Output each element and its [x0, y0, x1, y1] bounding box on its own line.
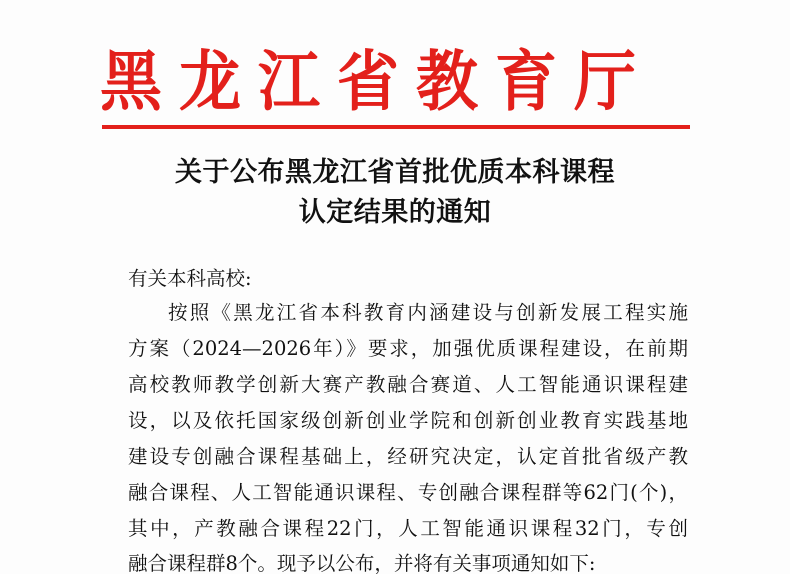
letterhead-title: 黑龙江省教育厅 [100, 43, 654, 120]
body-line-6: 融合课程、人工智能通识课程、专创融合课程群等62门(个)， [128, 481, 688, 504]
salutation: 有关本科高校: [128, 267, 252, 290]
body-line-4: 设，以及依托国家级创新创业学院和创新创业教育实践基地 [128, 409, 688, 432]
body-line-7: 其中，产教融合课程22门，人工智能通识课程32门，专创 [128, 517, 688, 540]
notice-title-line-1: 关于公布黑龙江省首批优质本科课程 [175, 157, 615, 188]
notice-title-line-2: 认定结果的通知 [298, 197, 492, 228]
body-line-8: 融合课程群8个。现予以公布，并将有关事项通知如下: [128, 552, 596, 574]
body-line-2: 方案（2024—2026年）》要求，加强优质课程建设，在前期 [128, 337, 688, 360]
letterhead-red-rule [102, 125, 690, 129]
body-line-3: 高校教师教学创新大赛产教融合赛道、人工智能通识课程建 [128, 373, 688, 396]
body-line-1: 按照《黑龙江省本科教育内涵建设与创新发展工程实施 [168, 301, 688, 324]
body-line-5: 建设专创融合课程基础上，经研究决定，认定首批省级产教 [128, 445, 688, 468]
